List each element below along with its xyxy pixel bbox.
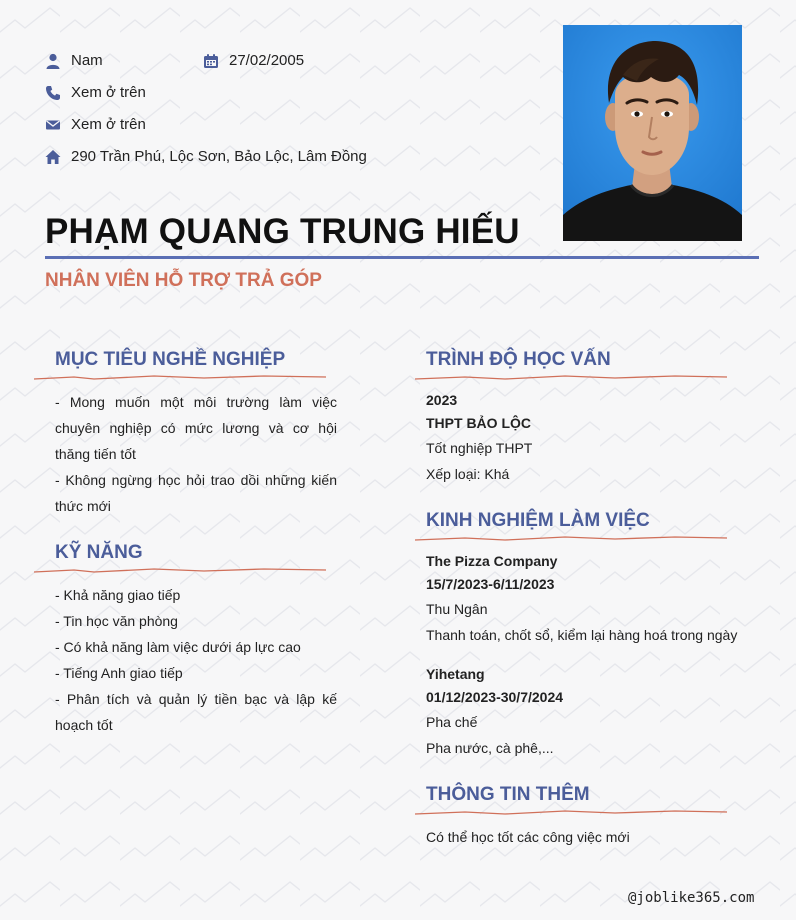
education-school: THPT BẢO LỘC <box>426 415 531 431</box>
job-description: Pha nước, cà phê,... <box>426 740 554 756</box>
experience-job <box>426 550 766 648</box>
education-year: 2023 <box>426 392 458 408</box>
skills-heading: KỸ NĂNG <box>55 542 143 563</box>
extra-info-text <box>426 824 766 850</box>
education-underline <box>415 373 727 383</box>
skills-underline <box>34 566 326 576</box>
job-description: Thanh toán, chốt sổ, kiểm lại hàng hoá trong ngày <box>426 627 738 643</box>
address-value: 290 Trần Phú, Lộc Sơn, Bảo Lộc, Lâm Đồng <box>71 148 367 165</box>
watermark: @joblike365.com <box>628 890 755 906</box>
objective-text <box>55 389 337 519</box>
phone-row <box>45 84 146 101</box>
objective-heading: MỤC TIÊU NGHỀ NGHIỆP <box>55 349 286 370</box>
birthdate-value: 27/02/2005 <box>229 52 305 69</box>
birthdate-row <box>203 52 304 69</box>
experience-underline <box>415 534 727 544</box>
education-heading: TRÌNH ĐỘ HỌC VẤN <box>426 349 611 370</box>
gender-row <box>45 52 103 69</box>
home-icon <box>45 149 61 165</box>
objective-item: - Mong muốn một môi trường làm việc chuyên nghiệp có mức lương và cơ hội thăng tiến tốt <box>55 394 337 462</box>
extra-info-heading: THÔNG TIN THÊM <box>426 784 590 805</box>
job-role: Pha chế <box>426 714 478 730</box>
objective-item: - Không ngừng học hỏi trao dồi những kiến thức mới <box>55 472 337 514</box>
experience-job <box>426 663 766 761</box>
full-name: PHẠM QUANG TRUNG HIẾU <box>45 212 520 251</box>
phone-value: Xem ở trên <box>71 84 146 101</box>
name-divider <box>45 256 759 259</box>
extra-info-line: Có thể học tốt các công việc mới <box>426 829 630 845</box>
job-company: The Pizza Company <box>426 553 558 569</box>
extra-info-underline <box>415 808 727 818</box>
phone-icon <box>45 85 61 101</box>
job-company: Yihetang <box>426 666 485 682</box>
skill-item: - Khả năng giao tiếp <box>55 587 181 603</box>
job-period: 15/7/2023-6/11/2023 <box>426 576 555 592</box>
education-degree: Tốt nghiệp THPT <box>426 440 533 456</box>
job-role: Thu Ngân <box>426 601 488 617</box>
education-grade: Xếp loại: Khá <box>426 466 510 482</box>
envelope-icon <box>45 117 61 133</box>
skills-list <box>55 582 337 738</box>
job-period: 01/12/2023-30/7/2024 <box>426 689 564 705</box>
objective-underline <box>34 373 326 383</box>
email-value: Xem ở trên <box>71 116 146 133</box>
user-icon <box>45 53 61 69</box>
skill-item: - Tiếng Anh giao tiếp <box>55 665 183 681</box>
address-row <box>45 148 367 165</box>
calendar-icon <box>203 53 219 69</box>
skill-item: - Phân tích và quản lý tiền bạc và lập kế hoạch tốt <box>55 691 337 733</box>
email-row <box>45 116 146 133</box>
gender-value: Nam <box>71 52 103 69</box>
skill-item: - Có khả năng làm việc dưới áp lực cao <box>55 639 301 655</box>
skill-item: - Tin học văn phòng <box>55 613 178 629</box>
experience-heading: KINH NGHIỆM LÀM VIỆC <box>426 510 650 531</box>
profile-photo <box>563 25 742 241</box>
education-block <box>426 389 746 487</box>
job-title: NHÂN VIÊN HỖ TRỢ TRẢ GÓP <box>45 270 322 291</box>
